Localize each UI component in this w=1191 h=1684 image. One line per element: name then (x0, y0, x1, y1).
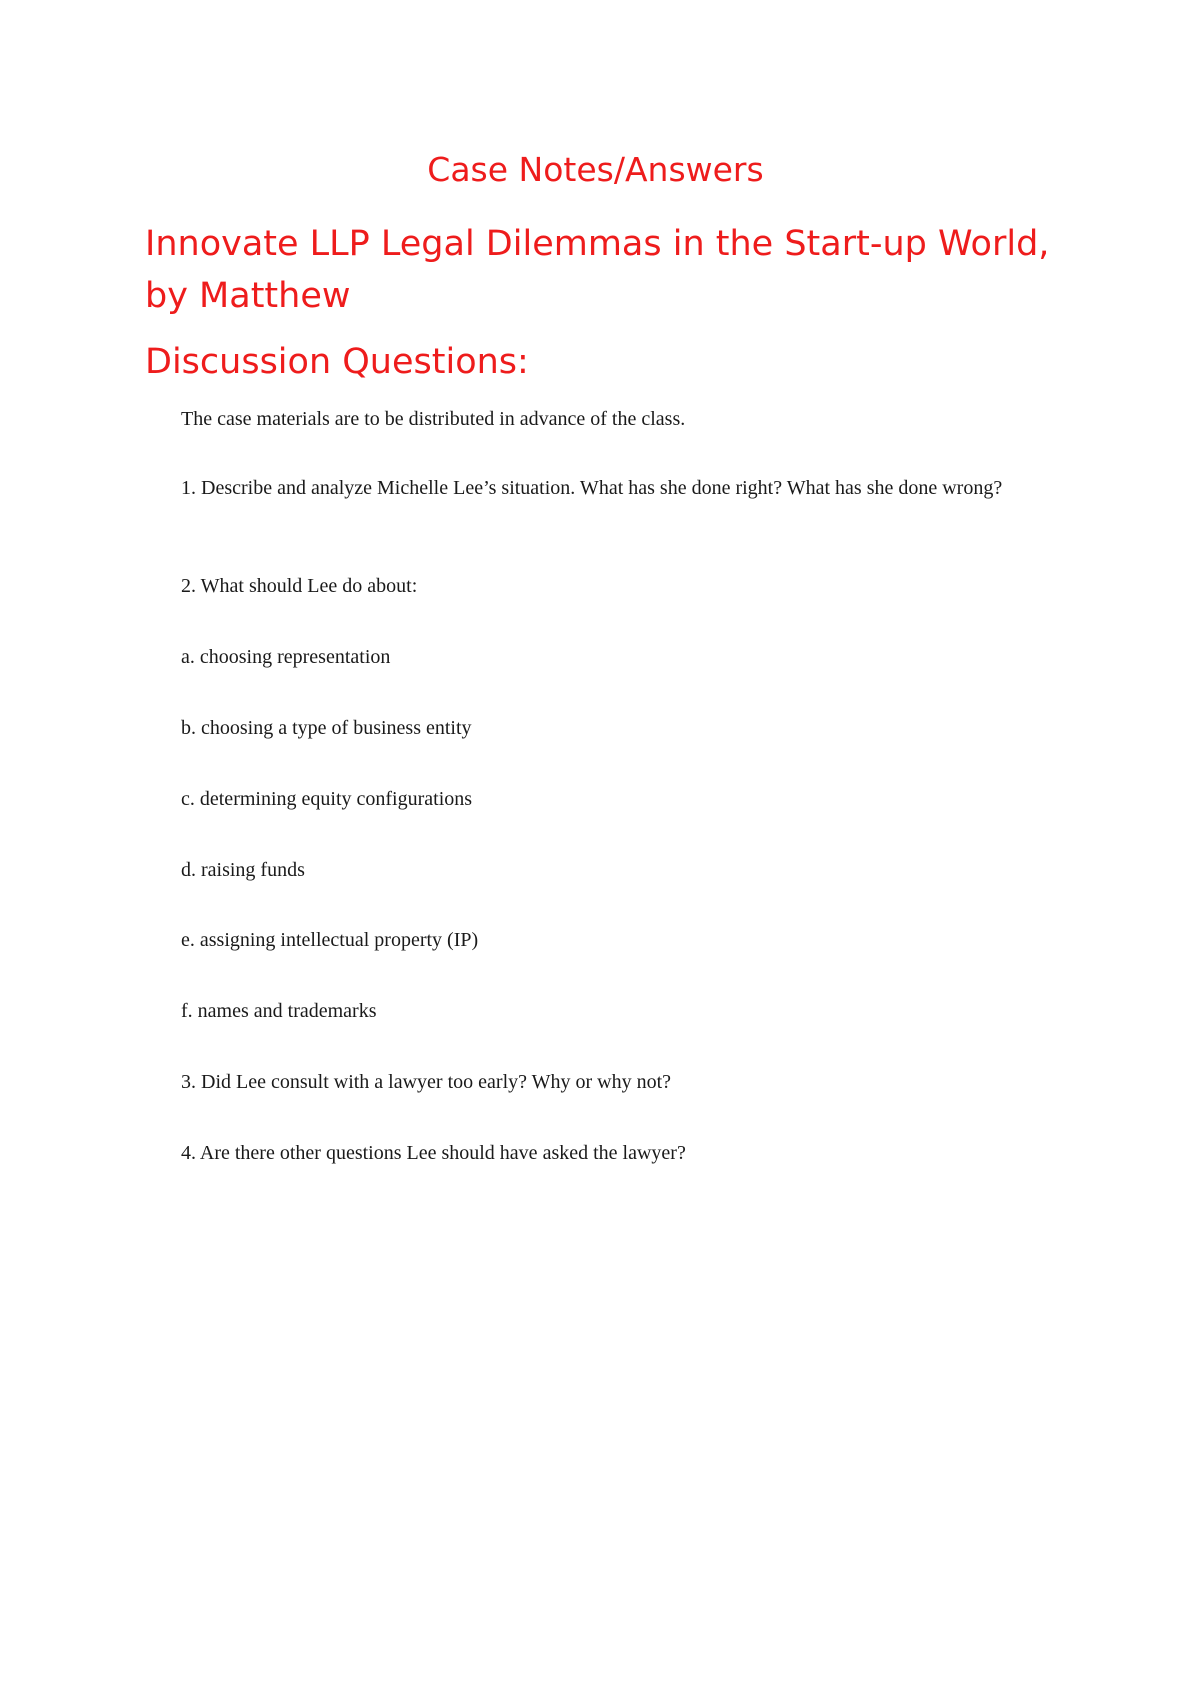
discussion-questions-heading: Discussion Questions: (145, 342, 529, 382)
question-3: 3. Did Lee consult with a lawyer too early? Why or why not? (181, 1071, 672, 1093)
item-e: e. assigning intellectual property (IP) (181, 929, 479, 951)
case-title: Innovate LLP Legal Dilemmas in the Start-up World, by Matthew (145, 224, 1050, 316)
question-1: 1. Describe and analyze Michelle Lee’s situation. What has she done right? What has she done wrong? (181, 477, 1003, 499)
question-2: 2. What should Lee do about: (181, 575, 418, 597)
item-b: b. choosing a type of business entity (181, 717, 472, 739)
question-4: 4. Are there other questions Lee should have asked the lawyer? (181, 1142, 686, 1164)
item-f: f. names and trademarks (181, 1000, 377, 1022)
item-c: c. determining equity configurations (181, 788, 473, 810)
item-d: d. raising funds (181, 859, 305, 881)
intro-paragraph: The case materials are to be distributed in advance of the class. (181, 408, 686, 430)
item-a: a. choosing representation (181, 646, 391, 668)
case-notes-header: Case Notes/Answers (427, 150, 764, 189)
